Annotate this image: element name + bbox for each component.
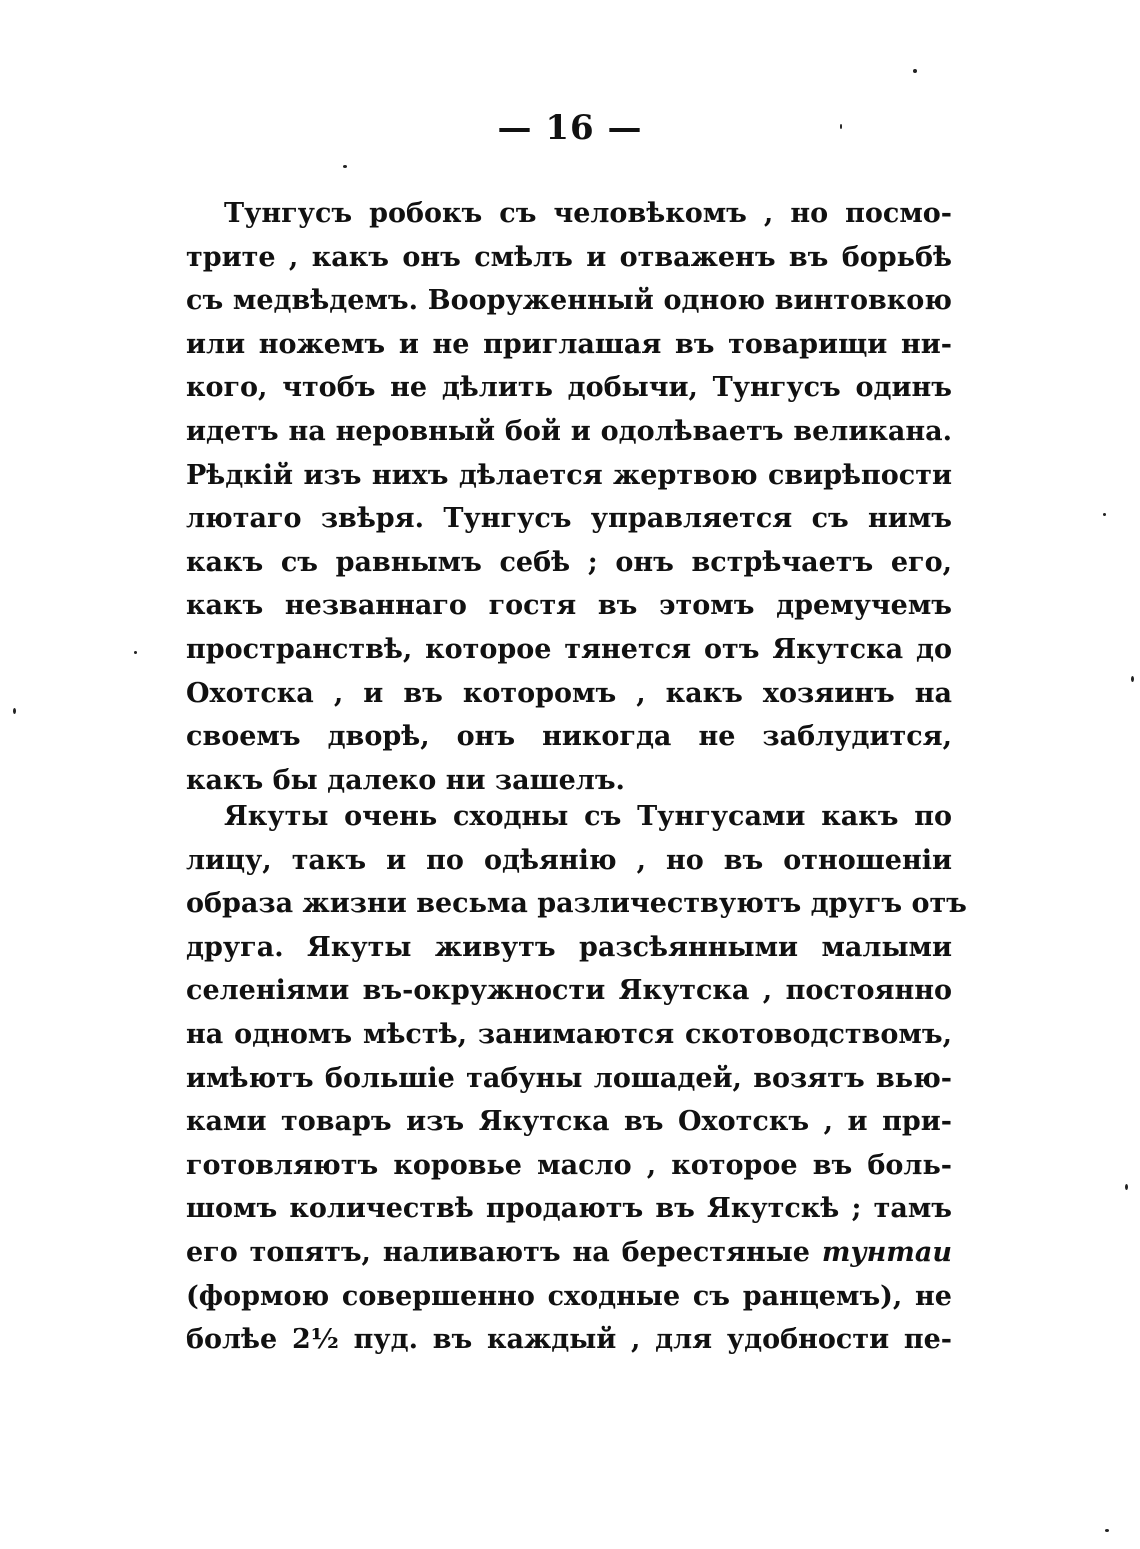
text-line: друга. Якуты живутъ разсѣянными малыми	[186, 931, 952, 963]
text-line-part: его топятъ, наливаютъ на берестяные	[186, 1236, 810, 1268]
text-line: имѣютъ большіе табуны лошадей, возятъ вью-	[186, 1062, 952, 1094]
scan-speck	[13, 708, 16, 714]
text-line: Тунгусъ робокъ съ человѣкомъ , но посмо-	[224, 198, 952, 229]
text-line: селеніями въ-окружности Якутска , постоянно	[186, 975, 952, 1007]
text-line: шомъ количествѣ продаютъ въ Якутскѣ ; тамъ	[186, 1193, 952, 1225]
text-line: трите , какъ онъ смѣлъ и отваженъ въ борьбѣ	[186, 241, 952, 273]
scan-speck	[134, 651, 137, 654]
text-line: готовляютъ коровье масло , которое въ боль-	[186, 1149, 952, 1181]
scan-speck	[1103, 513, 1106, 516]
text-line: съ медвѣдемъ. Вооруженный одною винтовкою	[186, 285, 952, 317]
text-line: лицу, такъ и по одѣянію , но въ отношеніи	[186, 844, 952, 876]
text-line: или ножемъ и не приглашая въ товарищи ни-	[186, 328, 952, 360]
paragraph-2	[186, 795, 967, 1362]
text-line: какъ съ равнымъ себѣ ; онъ встрѣчаетъ его,	[186, 546, 952, 578]
text-line: идетъ на неровный бой и одолѣваетъ великана.	[186, 415, 952, 447]
text-line: ками товаръ изъ Якутска въ Охотскъ , и при-	[186, 1106, 952, 1138]
text-line-with-italic	[186, 1231, 952, 1275]
scan-speck	[1131, 676, 1134, 682]
scan-speck	[1105, 1529, 1109, 1532]
scan-speck	[913, 69, 917, 73]
text-line: какъ бы далеко ни зашелъ.	[186, 764, 625, 796]
text-line: Рѣдкій изъ нихъ дѣлается жертвою свирѣпости	[186, 459, 952, 491]
text-line: образа жизни весьма различествуютъ другъ отъ	[186, 888, 967, 920]
page-number: — 16 —	[497, 108, 643, 148]
scan-speck	[1125, 1184, 1128, 1190]
text-line: пространствѣ, которое тянется отъ Якутска до	[186, 633, 952, 665]
text-line: какъ незваннаго гостя въ этомъ дремучемъ	[186, 590, 952, 622]
text-line: болѣе 2½ пуд. въ каждый , для удобности пе-	[186, 1324, 952, 1356]
text-line: кого, чтобъ не дѣлить добычи, Тунгусъ одинъ	[186, 372, 952, 404]
text-line: лютаго звѣря. Тунгусъ управляется съ нимъ	[186, 503, 952, 535]
paragraph-1	[186, 192, 952, 802]
text-line: Охотска , и въ которомъ , какъ хозяинъ на	[186, 677, 952, 709]
text-line: своемъ дворѣ, онъ никогда не заблудится,	[186, 721, 952, 753]
text-line: Якуты очень сходны съ Тунгусами какъ по	[224, 801, 952, 832]
text-line: (формою совершенно сходные съ ранцемъ), не	[186, 1280, 952, 1312]
italic-word: тунтаи	[821, 1236, 952, 1268]
scan-speck	[343, 165, 347, 168]
scan-speck	[840, 124, 842, 129]
text-line: на одномъ мѣстѣ, занимаются скотоводствомъ,	[186, 1018, 952, 1050]
